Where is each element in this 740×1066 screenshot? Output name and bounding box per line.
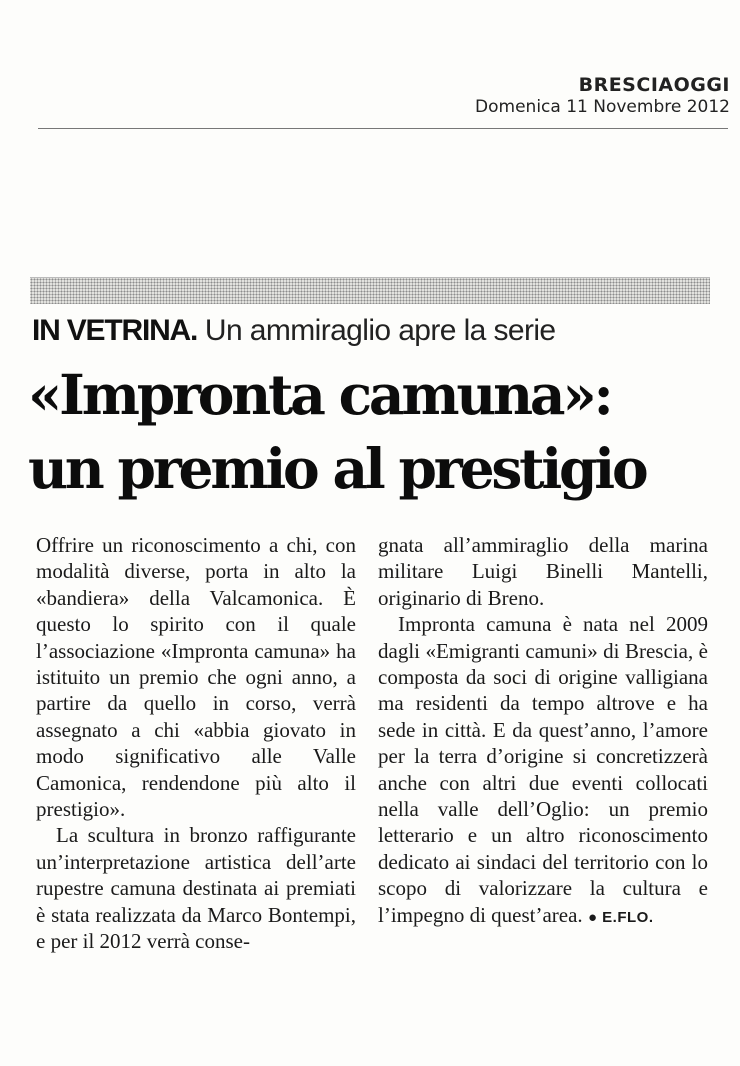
headline-line-1: «Impronta camuna»:	[28, 362, 611, 427]
headline	[28, 358, 728, 506]
kicker	[32, 312, 556, 350]
body-paragraph: Offrire un riconoscimento a chi, con modalità diverse, porta in alto la «bandiera» della Valcamonica. È questo lo spirito con il quale l’associazione «Impronta camuna» ha istituito un premio che ogni anno, a partire da quello in corso, verrà assegnato a chi «abbia giovato in modo significativo alle Valle Camonica, rendendone più alto il prestigio».	[36, 533, 356, 822]
masthead-rule	[38, 128, 728, 129]
newspaper-name: BRESCIAOGGI	[578, 74, 730, 96]
body-paragraph-with-signature	[378, 611, 708, 931]
author-signature: ● E.FLO.	[587, 908, 654, 926]
article-column-left	[36, 532, 356, 955]
masthead	[475, 74, 730, 118]
kicker-lead: IN VETRINA.	[32, 314, 198, 347]
article-column-right	[378, 532, 708, 931]
halftone-band	[30, 277, 710, 304]
body-paragraph-text: Impronta camuna è nata nel 2009 dagli «Emigranti camuni» di Brescia, è composta da soci di origine valligiana ma residenti da tempo altrove e ha sede in città. E da quest’anno, l’amore per la terra d’origine si concretizzerà anche con altri due eventi collocati nella valle dell’Oglio: un premio letterario e un altro riconoscimento dedicato ai sindaci del territorio con lo scopo di valorizzare la cultura e l’impegno di quest’area.	[378, 612, 708, 927]
publication-date: Domenica 11 Novembre 2012	[475, 97, 730, 117]
body-paragraph: gnata all’ammiraglio della marina militare Luigi Binelli Mantelli, originario di Breno.	[378, 533, 708, 610]
body-paragraph: La scultura in bronzo raffigurante un’interpretazione artistica dell’arte rupestre camuna destinata ai premiati è stata realizzata da Marco Bontempi, e per il 2012 verrà conse-	[36, 823, 356, 954]
headline-line-2: un premio al prestigio	[28, 436, 646, 501]
kicker-subtitle: Un ammiraglio apre la serie	[197, 314, 556, 347]
